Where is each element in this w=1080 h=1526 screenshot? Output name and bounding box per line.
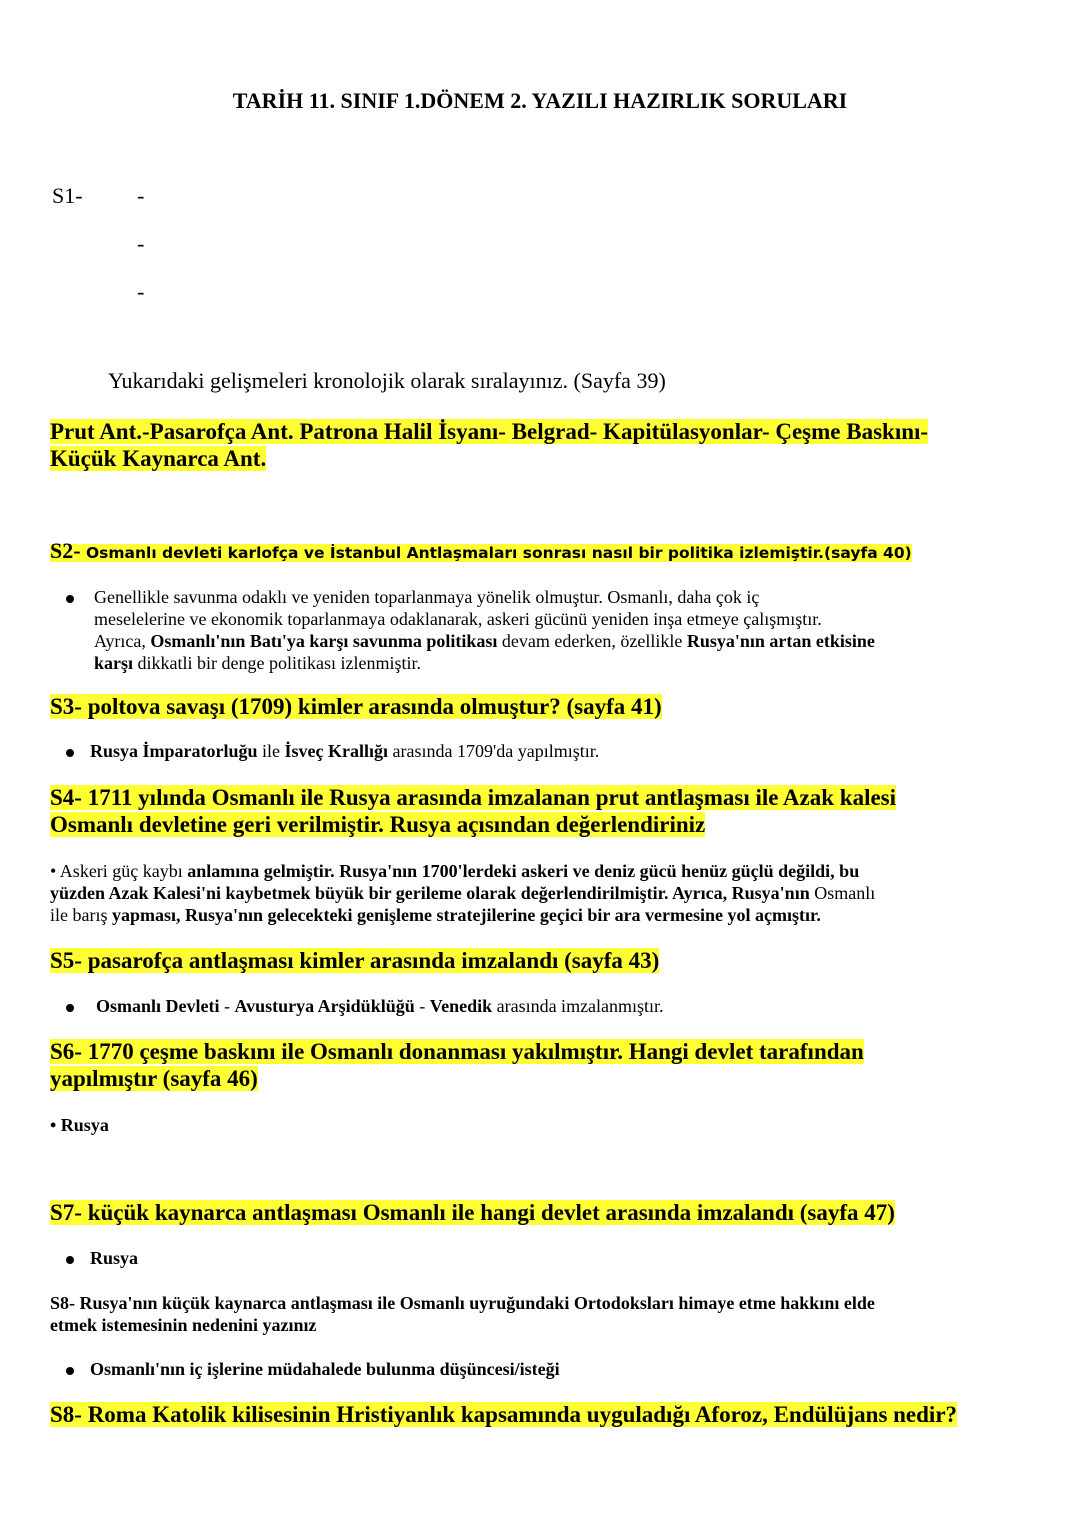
bullet-icon [66, 1256, 74, 1264]
s1-dash-2: - [137, 231, 145, 256]
s5-question: S5- pasarofça antlaşması kimler arasında imzalandı (sayfa 43) [50, 948, 660, 973]
s7-question: S7- küçük kaynarca antlaşması Osmanlı ile hangi devlet arasında imzalandı (sayfa 47) [50, 1200, 895, 1225]
s2-answer-line4: karşı dikkatli bir denge politikası izlenmiştir. [94, 653, 421, 673]
bullet-icon [66, 749, 74, 757]
s1-dash-3: - [137, 279, 145, 304]
s1-label: S1- [52, 183, 83, 208]
s1-prompt: Yukarıdaki gelişmeleri kronolojik olarak sıralayınız. (Sayfa 39) [108, 368, 666, 393]
s8a-question: S8- Rusya'nın küçük kaynarca antlaşması ile Osmanlı uyruğundaki Ortodoksları himaye etme hakkını elde etmek istemesinin nedenini yazınız [50, 1293, 875, 1335]
s2-answer-line3: Ayrıca, Osmanlı'nın Batı'ya karşı savunma politikası devam ederken, özellikle Rusya'nın artan etkisine [94, 631, 875, 651]
s8a-answer: Osmanlı'nın iç işlerine müdahalede bulunma düşüncesi/isteği [66, 1358, 560, 1380]
s2-answer-line1: Genellikle savunma odaklı ve yeniden toparlanmaya yönelik olmuştur. Osmanlı, daha çok iç [94, 587, 760, 607]
s2-answer [66, 586, 90, 608]
s4-question: S4- 1711 yılında Osmanlı ile Rusya arasında imzalanan prut antlaşması ile Azak kalesi Osmanlı devletine geri verilmiştir. Rusya açısından değerlendiriniz [50, 785, 897, 837]
s1-answer-line2: Küçük Kaynarca Ant. [50, 446, 267, 471]
page-title: TARİH 11. SINIF 1.DÖNEM 2. YAZILI HAZIRLIK SORULARI [232, 88, 848, 113]
s3-answer: Rusya İmparatorluğu ile İsveç Krallığı arasında 1709'da yapılmıştır. [66, 740, 599, 762]
s3-question: S3- poltova savaşı (1709) kimler arasında olmuştur? (sayfa 41) [50, 694, 662, 719]
s6-question: S6- 1770 çeşme baskını ile Osmanlı donanması yakılmıştır. Hangi devlet tarafından yapılmıştır (sayfa 46) [50, 1039, 864, 1091]
s2-label: S2- [50, 538, 81, 563]
s2-question-text: Osmanlı devleti karlofça ve İstanbul Antlaşmaları sonrası nasıl bir politika izlemiştir.(sayfa 40) [80, 544, 912, 562]
s2-answer-line2: meselelerine ve ekonomik toparlanmaya odaklanarak, askeri gücünü yeniden inşa etmeye çalışmıştır. [94, 609, 822, 629]
bullet-icon [66, 1004, 74, 1012]
bullet-icon [66, 595, 74, 603]
s2-question [50, 538, 912, 564]
s1-answer-line1: Prut Ant.-Pasarofça Ant. Patrona Halil İsyanı- Belgrad- Kapitülasyonlar- Çeşme Baskını- [50, 419, 929, 444]
s1-dash-1: - [137, 183, 145, 208]
s6-answer: • Rusya [50, 1115, 109, 1135]
s2-answer-text [94, 586, 1044, 674]
s5-answer: Osmanlı Devleti - Avusturya Arşidüklüğü - Venedik arasında imzalanmıştır. [66, 995, 664, 1017]
s1-answer [50, 418, 928, 472]
s7-answer: Rusya [66, 1247, 138, 1269]
s4-answer: • Askeri güç kaybı anlamına gelmiştir. Rusya'nın 1700'lerdeki askeri ve deniz gücü henüz güçlü değildi, bu yüzden Azak Kalesi'ni kaybetmek büyük bir gerileme olarak değerlendirilmiştir. Ayrıca, Rusya'nın Osmanlı ile barış yapması, Rusya'nın gelecekteki genişleme stratejilerine geçici bir ara vermesine yol açmıştır. [50, 861, 876, 925]
s8b-question: S8- Roma Katolik kilisesinin Hristiyanlık kapsamında uyguladığı Aforoz, Endülüjans nedir? [50, 1402, 958, 1427]
bullet-icon [66, 1367, 74, 1375]
